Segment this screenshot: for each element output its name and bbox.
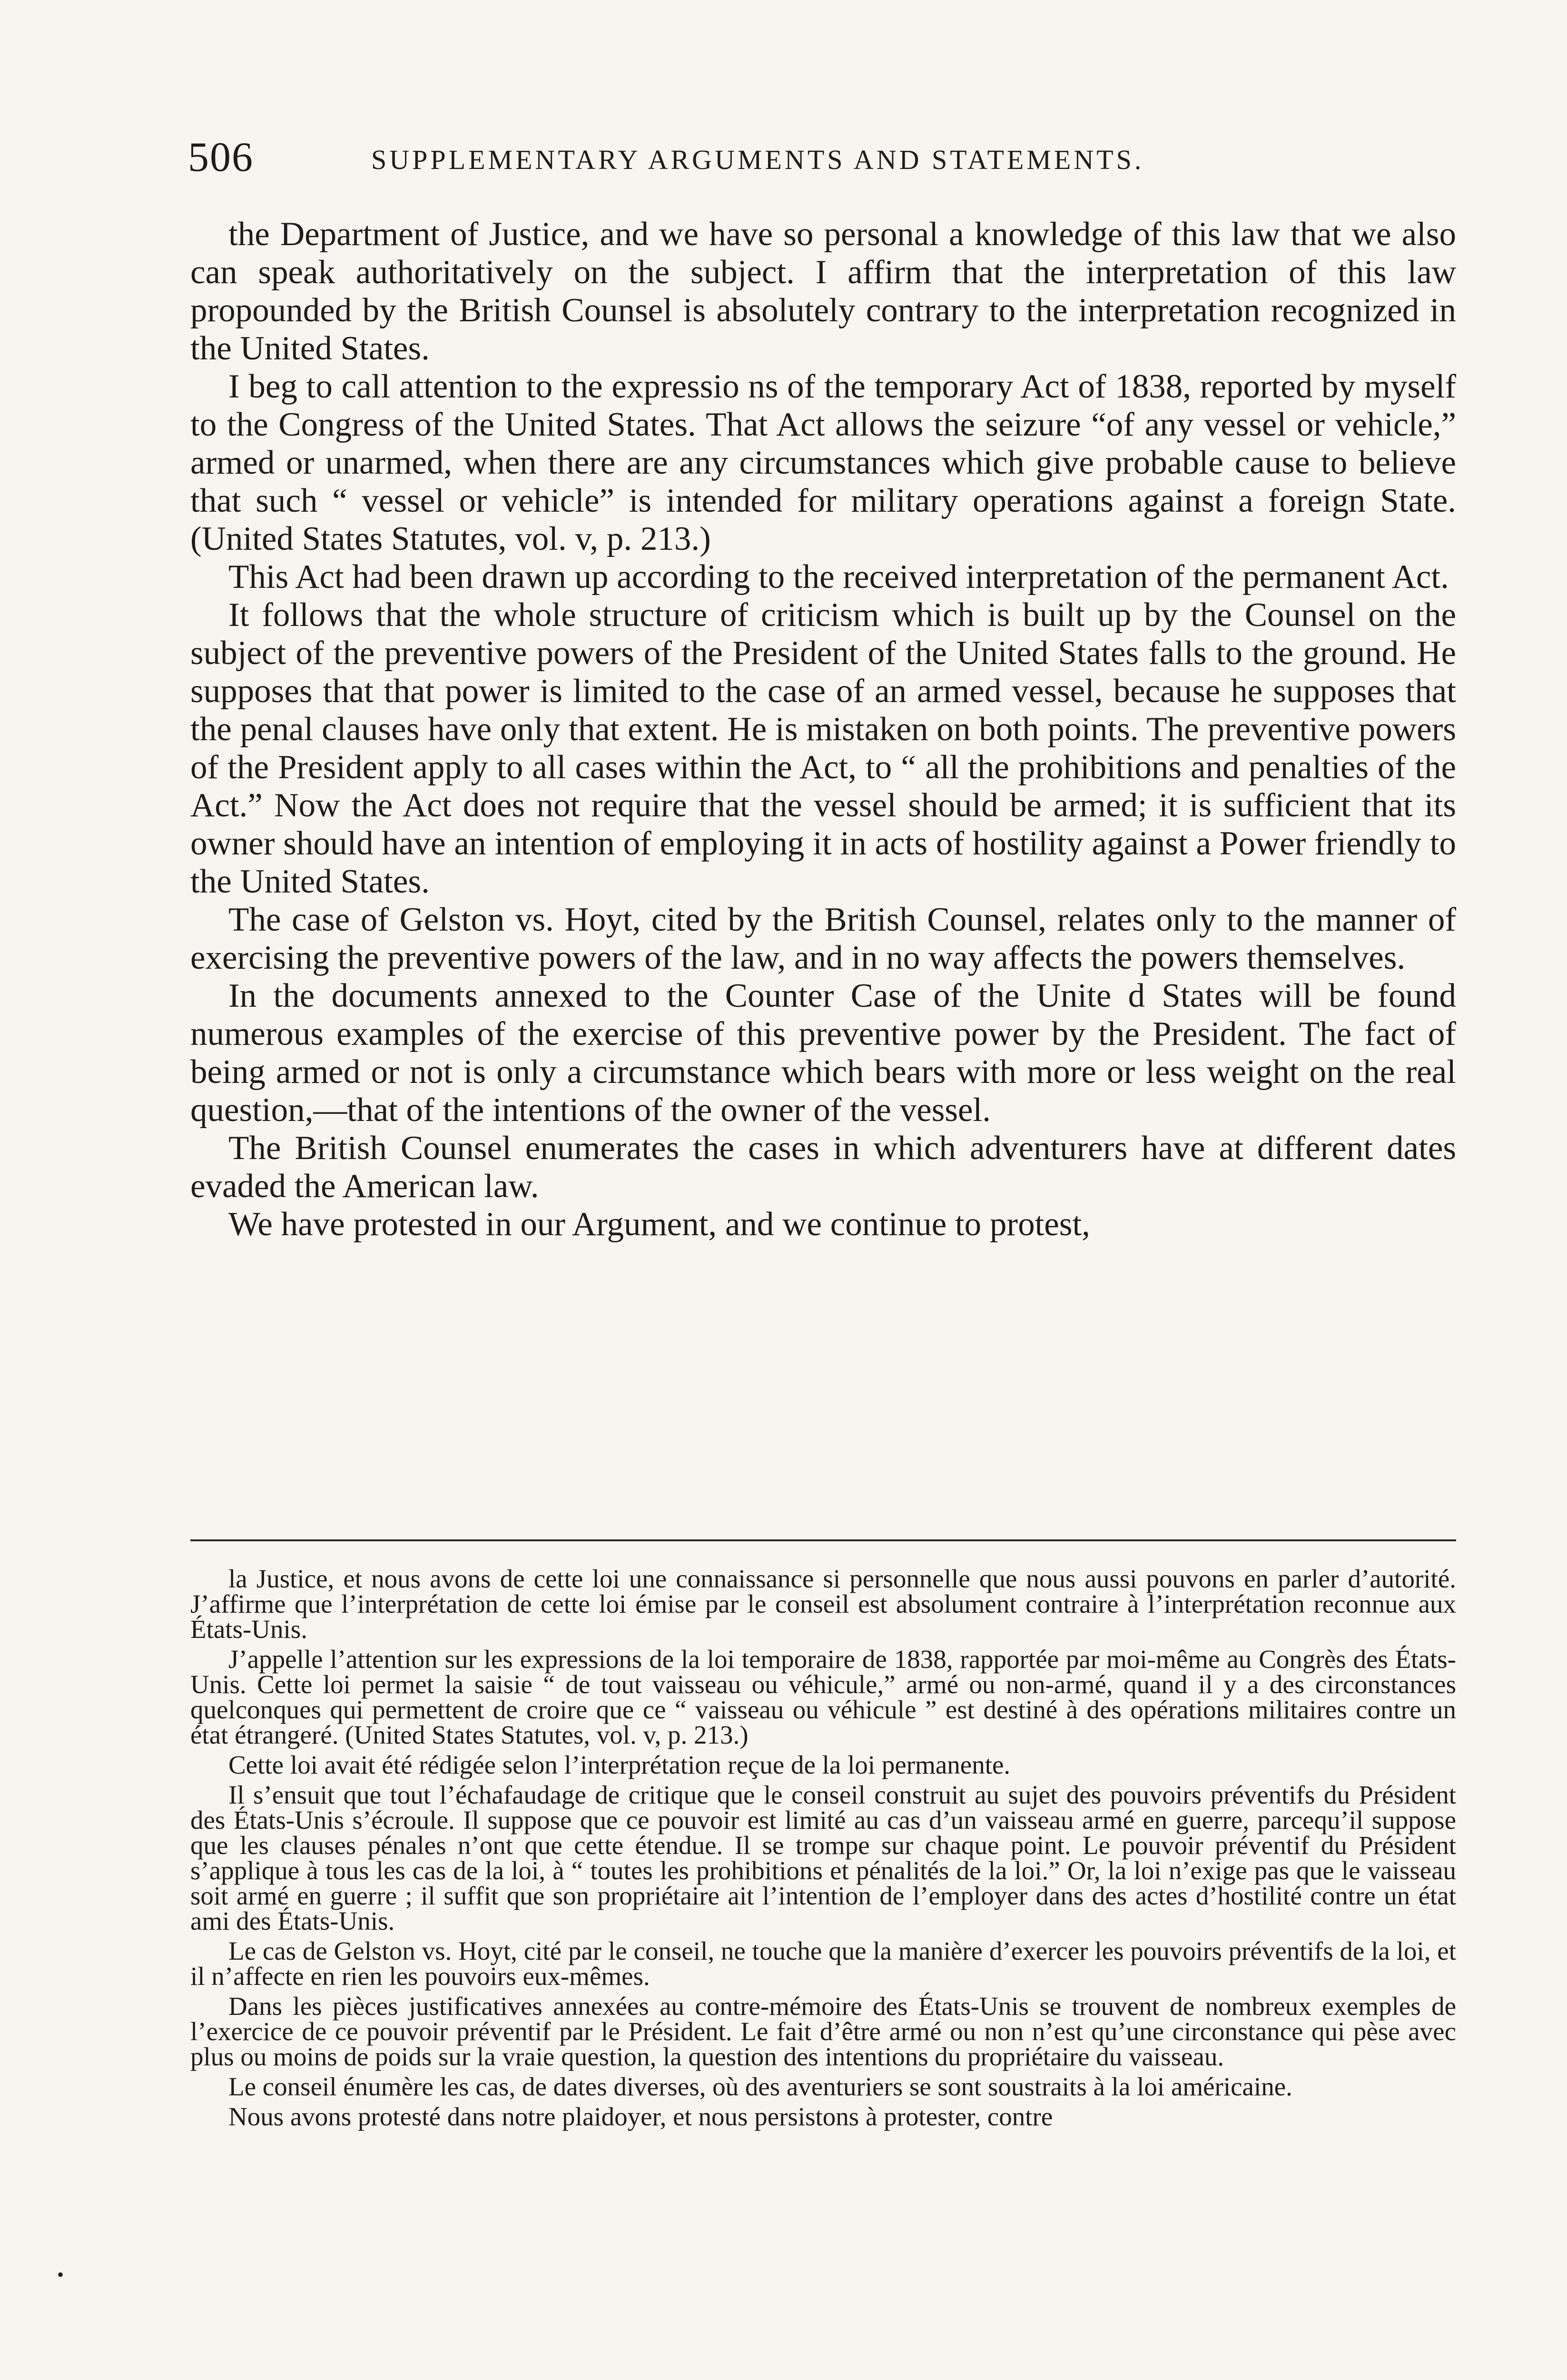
english-paragraph-3: This Act had been drawn up according to the received interpretation of the permanent Act. [228, 558, 1449, 595]
english-text-block [190, 215, 1456, 1243]
french-paragraph-4: Il s’ensuit que tout l’échafaudage de critique que le conseil construit au sujet des pouvoirs préventifs du Président des États-Unis s’écroule. Il suppose que ce pouvoir est limité au cas d’un vaisseau armé en guerre, parcequ’il suppose que les clauses pénales n’ont que cette étendue. Il se trompe sur chaque point. Le pouvoir préventif du Président s’applique à tous les cas de la loi, à “ toutes les prohibitions et pénalités de la loi.” Or, la loi n’exige pas que le vaisseau soit armé en guerre ; il suffit que son propriétaire ait l’intention de l’employer dans des actes d’hostilité contre un état ami des États-Unis. [190, 1780, 1456, 1935]
page-number: 506 [188, 134, 254, 180]
french-text-block [190, 1566, 1456, 2134]
english-paragraph-7: The British Counsel enumerates the cases in which adventurers have at different dates evaded the American law. [190, 1130, 1456, 1205]
french-paragraph-7: Le conseil énumère les cas, de dates diverses, où des aventuriers se sont soustraits à la loi américaine. [228, 2072, 1292, 2101]
english-paragraph-8: We have protested in our Argument, and we continue to protest, [228, 1206, 1090, 1243]
french-paragraph-3: Cette loi avait été rédigée selon l’interprétation reçue de la loi permanente. [228, 1750, 1011, 1779]
english-paragraph-1: the Department of Justice, and we have so personal a knowledge of this law that we also can speak authoritatively on the subject. I affirm that the interpretation of this law propounded by the British Counsel is absolutely contrary to the interpretation recognized in the United States. [190, 216, 1456, 367]
margin-mark: • [57, 2264, 64, 2285]
running-head: SUPPLEMENTARY ARGUMENTS AND STATEMENTS. [371, 144, 1144, 175]
french-paragraph-2: J’appelle l’attention sur les expressions de la loi temporaire de 1838, rapportée par moi-même au Congrès des États-Unis. Cette loi permet la saisie “ de tout vaisseau ou véhicule,” armé ou non-armé, quand il y a des circonstances quelconques qui permettent de croire que ce “ vaisseau ou véhicule ” est destiné à des opérations militaires contre un état étrangeré. (United States Statutes, vol. v, p. 213.) [190, 1645, 1456, 1749]
english-paragraph-2: I beg to call attention to the expressio ns of the temporary Act of 1838, reported by myself to the Congress of the United States. That Act allows the seizure “of any vessel or vehicle,” armed or unarmed, when there are any circumstances which give probable cause to believe that such “ vessel or vehicle” is intended for military operations against a foreign State. (United States Statutes, vol. v, p. 213.) [190, 368, 1456, 557]
french-paragraph-8: Nous avons protesté dans notre plaidoyer, et nous persistons à protester, contre [228, 2102, 1053, 2131]
section-divider [190, 1539, 1456, 1541]
french-paragraph-1: la Justice, et nous avons de cette loi une connaissance si personnelle que nous aussi pouvons en parler d’autorité. J’affirme que l’interprétation de cette loi émise par le conseil est absolument contraire à l’interprétation reconnue aux États-Unis. [190, 1564, 1456, 1644]
french-paragraph-6: Dans les pièces justificatives annexées au contre-mémoire des États-Unis se trouvent de nombreux exemples de l’exercice de ce pouvoir préventif par le Président. Le fait d’être armé ou non n’est qu’une circonstance qui pèse avec plus ou moins de poids sur la vraie question, la question des intentions du propriétaire du vaisseau. [190, 1992, 1456, 2071]
english-paragraph-4: It follows that the whole structure of criticism which is built up by the Counsel on the subject of the preventive powers of the President of the United States falls to the ground. He supposes that that power is limited to the case of an armed vessel, because he supposes that the penal clauses have only that extent. He is mistaken on both points. The preventive powers of the President apply to all cases within the Act, to “ all the prohibitions and penalties of the Act.” Now the Act does not require that the vessel should be armed; it is sufficient that its owner should have an intention of employing it in acts of hostility against a Power friendly to the United States. [190, 596, 1456, 900]
english-paragraph-6: In the documents annexed to the Counter Case of the Unite d States will be found numerous examples of the exercise of this preventive power by the President. The fact of being armed or not is only a circumstance which bears with more or less weight on the real question,—that of the intentions of the owner of the vessel. [190, 977, 1456, 1129]
page-header [188, 133, 1473, 186]
english-paragraph-5: The case of Gelston vs. Hoyt, cited by the British Counsel, relates only to the manner of exercising the preventive powers of the law, and in no way affects the powers themselves. [190, 901, 1456, 976]
french-paragraph-5: Le cas de Gelston vs. Hoyt, cité par le conseil, ne touche que la manière d’exercer les pouvoirs préventifs de la loi, et il n’affecte en rien les pouvoirs eux-mêmes. [190, 1936, 1456, 1991]
